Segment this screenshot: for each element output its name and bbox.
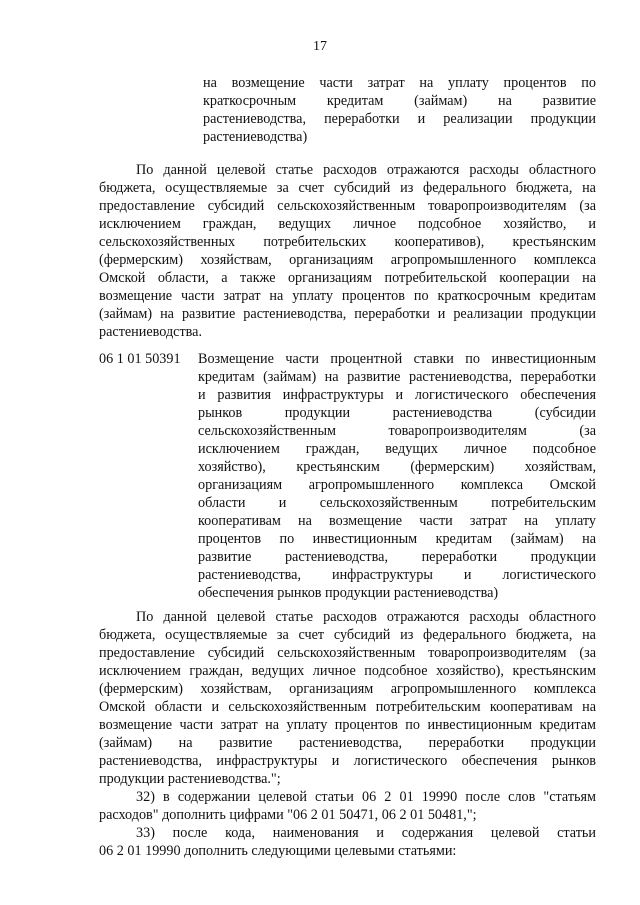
article-line: процентов по инвестиционным кредитам (займам) на (198, 531, 596, 547)
article-line: и развития инфраструктуры и логистического обеспечения (198, 387, 596, 403)
paragraph-line: Омской области, а также организациям потребительской кооперации на (99, 270, 596, 286)
article-code: 06 1 01 50391 (99, 351, 181, 367)
article-line: кооперативам на возмещение части затрат на уплату (198, 513, 596, 529)
intro-line: на возмещение части затрат на уплату процентов по (203, 75, 596, 91)
article-line: области и сельскохозяйственным потребительским (198, 495, 596, 511)
paragraph-line: (займам) на развитие растениеводства, переработки продукции (99, 735, 596, 751)
article-line: обеспечения рынков продукции растениеводства) (198, 585, 499, 601)
article-line: рынков продукции растениеводства (субсидии (198, 405, 596, 421)
intro-line: растениеводства) (203, 129, 308, 145)
article-line: исключением граждан, ведущих личное подсобное (198, 441, 596, 457)
intro-line: краткосрочным кредитам (займам) на развитие (203, 93, 596, 109)
article-line: Возмещение части процентной ставки по инвестиционным (198, 351, 596, 367)
paragraph-line: расходов" дополнить цифрами "06 2 01 50471, 06 2 01 50481,"; (99, 807, 477, 823)
paragraph-line: Омской области и сельскохозяйственным потребительским кооперативам на (99, 699, 596, 715)
paragraph-line: 06 2 01 19990 дополнить следующими целевыми статьями: (99, 843, 457, 859)
paragraph-line: исключением граждан, ведущих личное подсобное хозяйство, и (99, 216, 596, 232)
paragraph-line: возмещение части затрат на уплату процентов по инвестиционным кредитам (99, 717, 596, 733)
paragraph-line: (фермерским) хозяйствам, организациям агропромышленного комплекса (99, 681, 596, 697)
article-line: сельскохозяйственным товаропроизводителям (за (198, 423, 596, 439)
article-line: организациям агропромышленного комплекса Омской (198, 477, 596, 493)
article-line: хозяйство), крестьянским (фермерским) хозяйствам, (198, 459, 596, 475)
paragraph-line: (фермерским) хозяйствам, организациям агропромышленного комплекса (99, 252, 596, 268)
article-line: растениеводства, инфраструктуры и логистического (198, 567, 596, 583)
paragraph-line: (займам) на развитие растениеводства, переработки и реализации продукции (99, 306, 596, 322)
paragraph-line: 32) в содержании целевой статьи 06 2 01 19990 после слов "статьям (136, 789, 596, 805)
paragraph-line: 33) после кода, наименования и содержания целевой статьи (136, 825, 596, 841)
paragraph-line: сельскохозяйственных потребительских кооперативов), крестьянским (99, 234, 596, 250)
article-line: развитие растениеводства, переработки продукции (198, 549, 596, 565)
article-line: кредитам (займам) на развитие растениеводства, переработки (198, 369, 596, 385)
paragraph-line: возмещение части затрат на уплату процентов по краткосрочным кредитам (99, 288, 596, 304)
intro-line: растениеводства, переработки и реализации продукции (203, 111, 596, 127)
paragraph-line: исключением граждан, ведущих личное подсобное хозяйство), крестьянским (99, 663, 596, 679)
paragraph-line: бюджета, осуществляемые за счет субсидий из федерального бюджета, на (99, 627, 596, 643)
paragraph-line: продукции растениеводства."; (99, 771, 281, 787)
paragraph-line: По данной целевой статье расходов отражаются расходы областного (136, 162, 596, 178)
paragraph-line: предоставление субсидий сельскохозяйственным товаропроизводителям (за (99, 645, 596, 661)
paragraph-line: растениеводства. (99, 324, 203, 340)
paragraph-line: растениеводства, инфраструктуры и логистического обеспечения рынков (99, 753, 596, 769)
paragraph-line: предоставление субсидий сельскохозяйственным товаропроизводителям (за (99, 198, 596, 214)
page-number: 17 (313, 39, 327, 54)
paragraph-line: бюджета, осуществляемые за счет субсидий из федерального бюджета, на (99, 180, 596, 196)
paragraph-line: По данной целевой статье расходов отражаются расходы областного (136, 609, 596, 625)
